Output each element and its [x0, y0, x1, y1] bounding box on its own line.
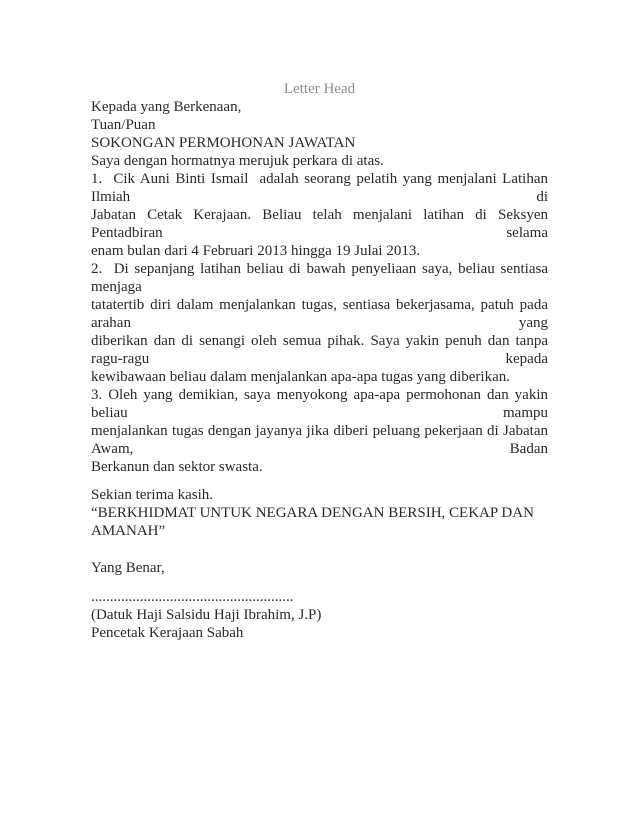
letter-line: menjalankan tugas dengan jayanya jika diberi peluang pekerjaan di Jabatan Awam, Badan — [91, 423, 548, 457]
letter-line: Sekian terima kasih. — [91, 487, 214, 503]
letter-line: Berkanun dan sektor swasta. — [91, 459, 263, 475]
letter-head-label: Letter Head — [283, 81, 356, 97]
letter-line: enam bulan dari 4 Februari 2013 hingga 19 Julai 2013. — [91, 243, 421, 259]
blank-line — [91, 540, 548, 559]
blank-line — [91, 577, 548, 588]
letter-line: diberikan dan di senangi oleh semua pihak. Saya yakin penuh dan tanpa ragu-ragu kepada — [91, 333, 548, 367]
signature-dotted-line: ...................................................... — [91, 589, 294, 605]
letter-line: kewibawaan beliau dalam menjalankan apa-apa tugas yang diberikan. — [91, 369, 510, 385]
letter-line: Kepada yang Berkenaan, — [91, 99, 242, 115]
letter-line: Saya dengan hormatnya merujuk perkara di atas. — [91, 153, 384, 169]
letter-line: tatatertib diri dalam menjalankan tugas, sentiasa bekerjasama, patuh pada arahan yang — [91, 297, 548, 331]
letter-line: “BERKHIDMAT UNTUK NEGARA DENGAN BERSIH, CEKAP DAN AMANAH” — [91, 505, 534, 539]
letter-line: SOKONGAN PERMOHONAN JAWATAN — [91, 135, 356, 151]
letter-body — [91, 98, 638, 642]
letter-line: Yang Benar, — [91, 560, 165, 576]
signatory-title-line: Pencetak Kerajaan Sabah — [91, 625, 244, 641]
letter-line: 2. Di sepanjang latihan beliau di bawah penyeliaan saya, beliau sentiasa menjaga — [91, 261, 548, 295]
blank-line — [91, 476, 548, 486]
letter-line: 3. Oleh yang demikian, saya menyokong apa-apa permohonan dan yakin beliau mampu — [91, 387, 548, 421]
letter-line: Tuan/Puan — [91, 117, 156, 133]
letter-line: 1. Cik Auni Binti Ismail adalah seorang pelatih yang menjalani Latihan Ilmiah di — [91, 171, 548, 205]
letter-line: Jabatan Cetak Kerajaan. Beliau telah menjalani latihan di Seksyen Pentadbiran selama — [91, 207, 548, 241]
signatory-name-line: (Datuk Haji Salsidu Haji Ibrahim, J.P) — [91, 607, 322, 623]
